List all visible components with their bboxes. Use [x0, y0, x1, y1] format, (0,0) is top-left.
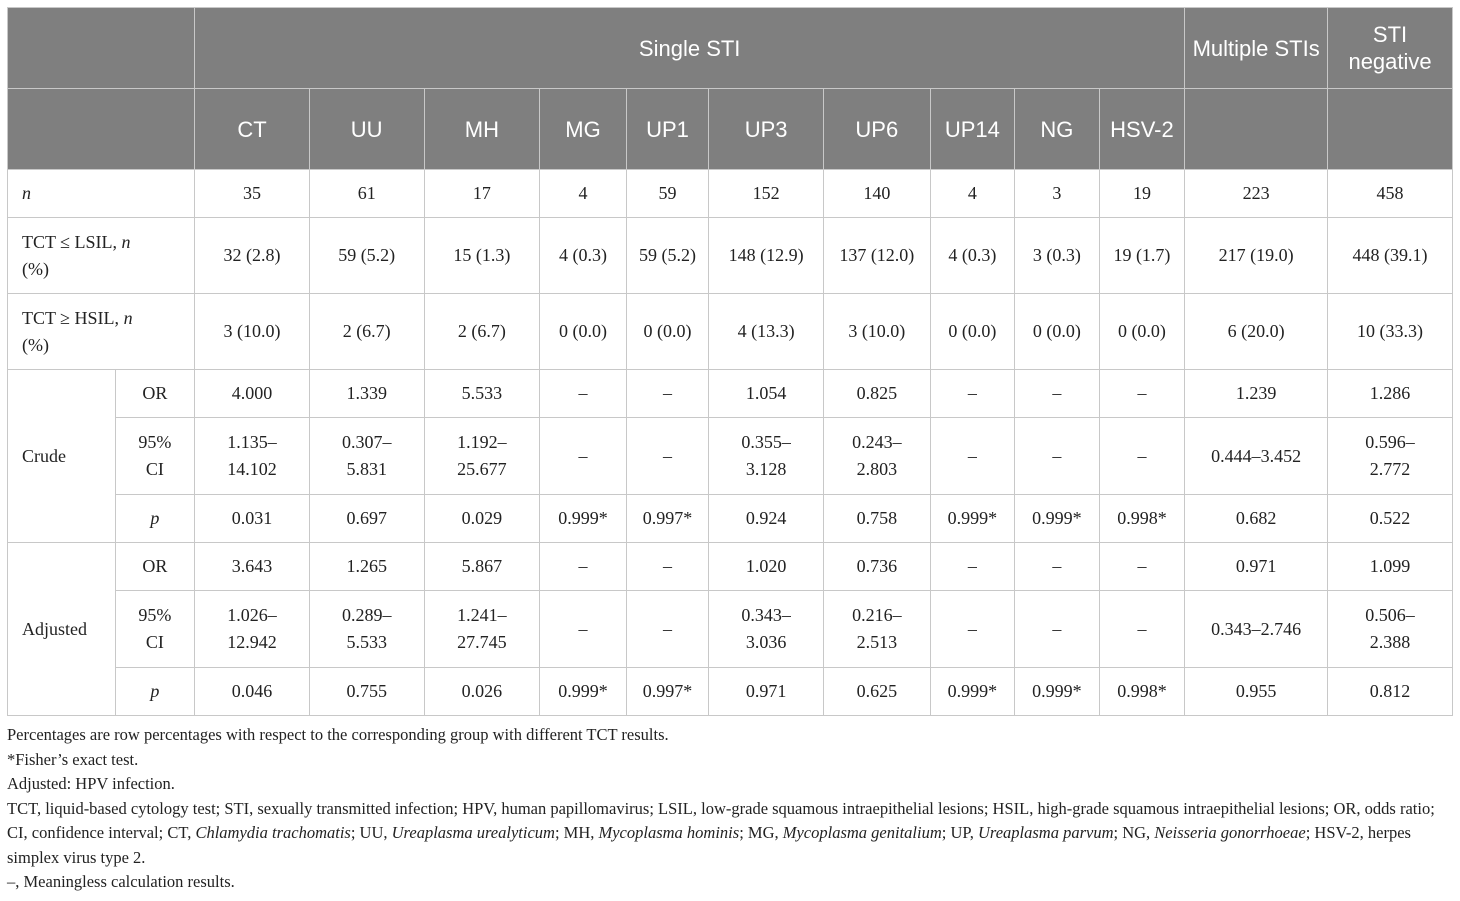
table-header [8, 8, 1453, 170]
cell-adjusted-ci: 0.506–2.388 [1328, 591, 1453, 668]
cell-adjusted-p: 0.955 [1185, 668, 1328, 716]
row-label-lsil-a: TCT ≤ LSIL, [22, 231, 122, 252]
table-footnotes [7, 723, 1453, 895]
cell-crude-p: 0.031 [195, 495, 310, 543]
cell-adjusted-p: 0.999* [930, 668, 1015, 716]
cell-n: 4 [540, 170, 627, 218]
cell-hsil: 2 (6.7) [309, 294, 424, 370]
cell-hsil: 0 (0.0) [930, 294, 1015, 370]
cell-lsil: 3 (0.3) [1015, 218, 1100, 294]
cell-hsil: 6 (20.0) [1185, 294, 1328, 370]
cell-adjusted-or: – [930, 543, 1015, 591]
footnote-adjusted: Adjusted: HPV infection. [7, 774, 175, 793]
cell-crude-p: 0.999* [540, 495, 627, 543]
footnote-text: TCT, liquid-based cytology test; STI, sexually transmitted infection; HPV, human papillomavirus; LSIL, low-grade squamous intraepithelial lesions; HSIL, high-grade squamous intraepithelial lesions; OR, odds ratio; CI, confidence interval; CT, [7, 798, 1435, 842]
column-header-row [8, 89, 1453, 170]
cell-n: 61 [309, 170, 424, 218]
row-label-hsil-a: TCT ≥ HSIL, [22, 307, 124, 328]
cell-adjusted-p: 0.999* [1015, 668, 1100, 716]
footnote-organism-name: Ureaplasma urealyticum [391, 823, 555, 842]
stat-label-adjusted-ci: 95% CI [115, 591, 194, 668]
footnote-organism-name: Mycoplasma genitalium [782, 823, 942, 842]
cell-adjusted-ci: – [1015, 591, 1100, 668]
stat-label-crude-or: OR [115, 370, 194, 418]
cell-adjusted-p: 0.046 [195, 668, 310, 716]
footnote-organism-name: Mycoplasma hominis [598, 823, 740, 842]
cell-lsil: 448 (39.1) [1328, 218, 1453, 294]
cell-lsil: 59 (5.2) [309, 218, 424, 294]
footnote-text: ; MG, [739, 823, 783, 842]
cell-crude-ci: 0.307–5.831 [309, 418, 424, 495]
cell-n: 17 [424, 170, 540, 218]
cell-lsil: 15 (1.3) [424, 218, 540, 294]
cell-adjusted-or: – [626, 543, 709, 591]
column-header-mh: MH [424, 89, 540, 170]
cell-crude-ci: 1.192–25.677 [424, 418, 540, 495]
cell-adjusted-or: – [1015, 543, 1100, 591]
row-crude-ci [8, 418, 1453, 495]
cell-lsil: 137 (12.0) [823, 218, 930, 294]
cell-adjusted-or: 0.736 [823, 543, 930, 591]
row-crude-p [8, 495, 1453, 543]
cell-adjusted-ci: – [626, 591, 709, 668]
row-label-n [8, 170, 195, 218]
cell-lsil: 148 (12.9) [709, 218, 824, 294]
cell-n: 140 [823, 170, 930, 218]
cell-crude-or: 4.000 [195, 370, 310, 418]
cell-crude-or: 0.825 [823, 370, 930, 418]
cell-crude-or: 1.339 [309, 370, 424, 418]
cell-adjusted-p: 0.812 [1328, 668, 1453, 716]
header-single-sti: Single STI [195, 8, 1185, 89]
cell-adjusted-or: 1.099 [1328, 543, 1453, 591]
row-label-lsil-n: n [121, 231, 131, 252]
cell-crude-p: 0.997* [626, 495, 709, 543]
row-hsil [8, 294, 1453, 370]
group-label-crude: Crude [8, 370, 116, 543]
cell-crude-ci: 0.243–2.803 [823, 418, 930, 495]
cell-hsil: 10 (33.3) [1328, 294, 1453, 370]
cell-hsil: 3 (10.0) [823, 294, 930, 370]
cell-crude-p: 0.029 [424, 495, 540, 543]
cell-adjusted-or: 1.265 [309, 543, 424, 591]
cell-adjusted-p: 0.998* [1099, 668, 1185, 716]
footnote-fisher: *Fisher’s exact test. [7, 749, 139, 769]
header-corner-2 [8, 89, 195, 170]
results-table [7, 7, 1453, 716]
column-header-ng: NG [1015, 89, 1100, 170]
cell-hsil: 4 (13.3) [709, 294, 824, 370]
cell-adjusted-or: 5.867 [424, 543, 540, 591]
column-header-up14: UP14 [930, 89, 1015, 170]
cell-n: 152 [709, 170, 824, 218]
cell-lsil: 4 (0.3) [930, 218, 1015, 294]
cell-crude-p: 0.998* [1099, 495, 1185, 543]
column-header-uu: UU [309, 89, 424, 170]
cell-adjusted-or: 1.020 [709, 543, 824, 591]
cell-crude-or: 1.239 [1185, 370, 1328, 418]
cell-adjusted-ci: 0.289–5.533 [309, 591, 424, 668]
row-label-hsil-n: n [123, 307, 133, 328]
cell-hsil: 0 (0.0) [1099, 294, 1185, 370]
header-corner [8, 8, 195, 89]
footnote-text: ; NG, [1113, 823, 1155, 842]
cell-adjusted-or: – [1099, 543, 1185, 591]
row-adjusted-p [8, 668, 1453, 716]
cell-hsil: 0 (0.0) [626, 294, 709, 370]
cell-n: 4 [930, 170, 1015, 218]
cell-crude-or: – [1099, 370, 1185, 418]
cell-adjusted-or: – [540, 543, 627, 591]
cell-crude-p: 0.682 [1185, 495, 1328, 543]
cell-adjusted-p: 0.755 [309, 668, 424, 716]
cell-adjusted-ci: 0.216–2.513 [823, 591, 930, 668]
cell-crude-or: – [540, 370, 627, 418]
footnote-organism-name: Ureaplasma parvum [977, 823, 1114, 842]
cell-crude-or: 1.286 [1328, 370, 1453, 418]
cell-lsil: 19 (1.7) [1099, 218, 1185, 294]
cell-crude-or: – [1015, 370, 1100, 418]
column-header-up6: UP6 [823, 89, 930, 170]
cell-crude-p: 0.999* [930, 495, 1015, 543]
cell-n: 19 [1099, 170, 1185, 218]
cell-adjusted-p: 0.971 [709, 668, 824, 716]
cell-adjusted-p: 0.999* [540, 668, 627, 716]
footnote-organism-name: Neisseria gonorrhoeae [1154, 823, 1306, 842]
row-lsil [8, 218, 1453, 294]
cell-crude-ci: 0.355–3.128 [709, 418, 824, 495]
cell-n: 59 [626, 170, 709, 218]
header-multiple-stis: Multiple STIs [1185, 8, 1328, 89]
cell-crude-p: 0.758 [823, 495, 930, 543]
cell-adjusted-p: 0.026 [424, 668, 540, 716]
cell-crude-ci: 0.444–3.452 [1185, 418, 1328, 495]
cell-crude-ci: – [540, 418, 627, 495]
cell-adjusted-or: 0.971 [1185, 543, 1328, 591]
cell-hsil: 0 (0.0) [540, 294, 627, 370]
header-sti-negative: STI negative [1328, 8, 1453, 89]
stat-label-adjusted-p: p [115, 668, 194, 716]
cell-crude-ci: 1.135–14.102 [195, 418, 310, 495]
cell-adjusted-ci: 1.241–27.745 [424, 591, 540, 668]
cell-crude-p: 0.924 [709, 495, 824, 543]
column-header-hsv-2: HSV-2 [1099, 89, 1185, 170]
column-header-up1: UP1 [626, 89, 709, 170]
row-n [8, 170, 1453, 218]
cell-lsil: 32 (2.8) [195, 218, 310, 294]
cell-crude-ci: – [930, 418, 1015, 495]
stat-label-adjusted-or: OR [115, 543, 194, 591]
column-header-negative-blank [1328, 89, 1453, 170]
cell-n: 35 [195, 170, 310, 218]
row-label-hsil-b: (%) [22, 334, 49, 355]
cell-n: 223 [1185, 170, 1328, 218]
footnote-text: ; UP, [941, 823, 978, 842]
row-adjusted-ci [8, 591, 1453, 668]
footnote-abbreviations [7, 797, 1453, 871]
cell-crude-ci: – [1015, 418, 1100, 495]
row-label-hsil [8, 294, 195, 370]
cell-adjusted-p: 0.625 [823, 668, 930, 716]
cell-lsil: 217 (19.0) [1185, 218, 1328, 294]
footnote-dash: –, Meaningless calculation results. [7, 872, 235, 891]
cell-hsil: 0 (0.0) [1015, 294, 1100, 370]
column-header-mg: MG [540, 89, 627, 170]
row-crude-or [8, 370, 1453, 418]
cell-crude-p: 0.522 [1328, 495, 1453, 543]
cell-crude-or: – [930, 370, 1015, 418]
cell-crude-ci: – [1099, 418, 1185, 495]
cell-hsil: 3 (10.0) [195, 294, 310, 370]
stat-label-crude-p: p [115, 495, 194, 543]
row-label-n-text: n [22, 183, 31, 203]
cell-adjusted-p: 0.997* [626, 668, 709, 716]
table-body [8, 170, 1453, 716]
cell-adjusted-ci: – [1099, 591, 1185, 668]
footnote-text: ; HSV-2, herpes simplex virus type 2. [7, 823, 1411, 867]
row-adjusted-or [8, 543, 1453, 591]
footnote-text: ; MH, [554, 823, 599, 842]
column-header-up3: UP3 [709, 89, 824, 170]
footnote-text: ; UU, [350, 823, 392, 842]
cell-adjusted-ci: 0.343–3.036 [709, 591, 824, 668]
group-label-adjusted: Adjusted [8, 543, 116, 716]
cell-adjusted-ci: 0.343–2.746 [1185, 591, 1328, 668]
cell-adjusted-ci: – [930, 591, 1015, 668]
cell-crude-or: 5.533 [424, 370, 540, 418]
cell-crude-p: 0.999* [1015, 495, 1100, 543]
footnote-percentages: Percentages are row percentages with respect to the corresponding group with different TCT results. [7, 725, 669, 744]
column-header-multiple-blank [1185, 89, 1328, 170]
cell-hsil: 2 (6.7) [424, 294, 540, 370]
cell-crude-or: – [626, 370, 709, 418]
stat-label-crude-ci: 95% CI [115, 418, 194, 495]
cell-adjusted-ci: 1.026–12.942 [195, 591, 310, 668]
cell-crude-ci: – [626, 418, 709, 495]
cell-adjusted-or: 3.643 [195, 543, 310, 591]
footnote-organism-name: Chlamydia trachomatis [195, 823, 351, 842]
cell-lsil: 4 (0.3) [540, 218, 627, 294]
cell-n: 458 [1328, 170, 1453, 218]
row-label-lsil-b: (%) [22, 258, 49, 279]
cell-lsil: 59 (5.2) [626, 218, 709, 294]
row-label-lsil [8, 218, 195, 294]
cell-n: 3 [1015, 170, 1100, 218]
cell-crude-ci: 0.596–2.772 [1328, 418, 1453, 495]
cell-crude-or: 1.054 [709, 370, 824, 418]
cell-adjusted-ci: – [540, 591, 627, 668]
column-header-ct: CT [195, 89, 310, 170]
cell-crude-p: 0.697 [309, 495, 424, 543]
